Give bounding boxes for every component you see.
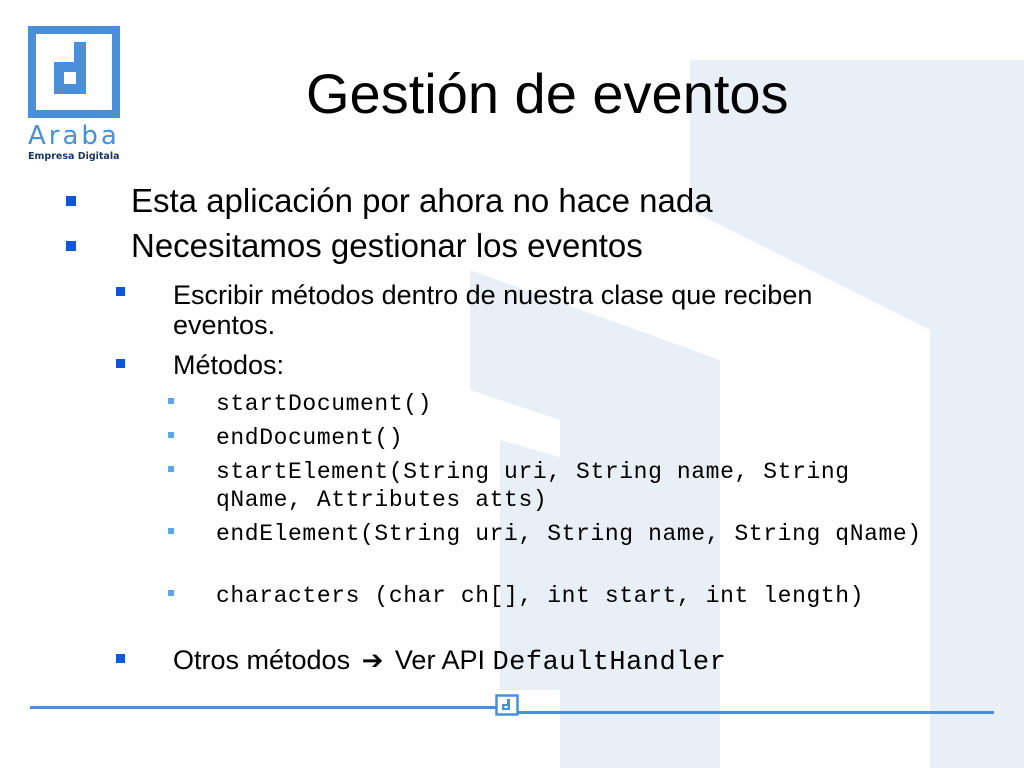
right-arrow-icon: ➔ bbox=[361, 645, 384, 675]
bullet-square bbox=[116, 359, 125, 368]
method-item: endElement(String uri, String name, String qName) bbox=[216, 521, 922, 547]
bullet-square bbox=[168, 432, 174, 438]
logo-subtitle: Empresa Digitala bbox=[28, 151, 120, 162]
logo-name: Araba bbox=[28, 121, 120, 151]
bullet-square bbox=[66, 241, 76, 251]
bullet-square bbox=[168, 528, 174, 534]
bullet-square bbox=[168, 398, 174, 404]
other-methods-text: Otros métodos bbox=[173, 645, 351, 675]
bullet-square bbox=[168, 590, 174, 596]
bullet-text-with-api bbox=[173, 645, 726, 678]
api-class-name: DefaultHandler bbox=[492, 648, 727, 678]
bullet-square bbox=[116, 287, 125, 296]
method-item: startDocument() bbox=[216, 391, 433, 417]
footer-logo-icon bbox=[495, 694, 519, 716]
footer-divider-left bbox=[30, 706, 498, 709]
bullet-text: Métodos: bbox=[173, 350, 285, 380]
method-item: startElement(String uri, String name, String qName, Attributes atts) bbox=[216, 459, 850, 513]
bullet-square bbox=[168, 466, 174, 472]
bullet-square bbox=[66, 196, 76, 206]
slide-title: Gestión de eventos bbox=[306, 62, 789, 125]
method-item: endDocument() bbox=[216, 425, 404, 451]
araba-logo-icon bbox=[24, 22, 124, 122]
bullet-text: Escribir métodos dentro de nuestra clase que reciben eventos. bbox=[173, 280, 813, 340]
bullet-square bbox=[116, 654, 125, 663]
bullet-text: Necesitamos gestionar los eventos bbox=[131, 227, 643, 264]
method-item: characters (char ch[], int start, int length) bbox=[216, 583, 865, 609]
footer-divider-right bbox=[518, 711, 994, 714]
see-api-text: Ver API bbox=[394, 645, 485, 675]
bullet-text: Esta aplicación por ahora no hace nada bbox=[131, 182, 713, 219]
